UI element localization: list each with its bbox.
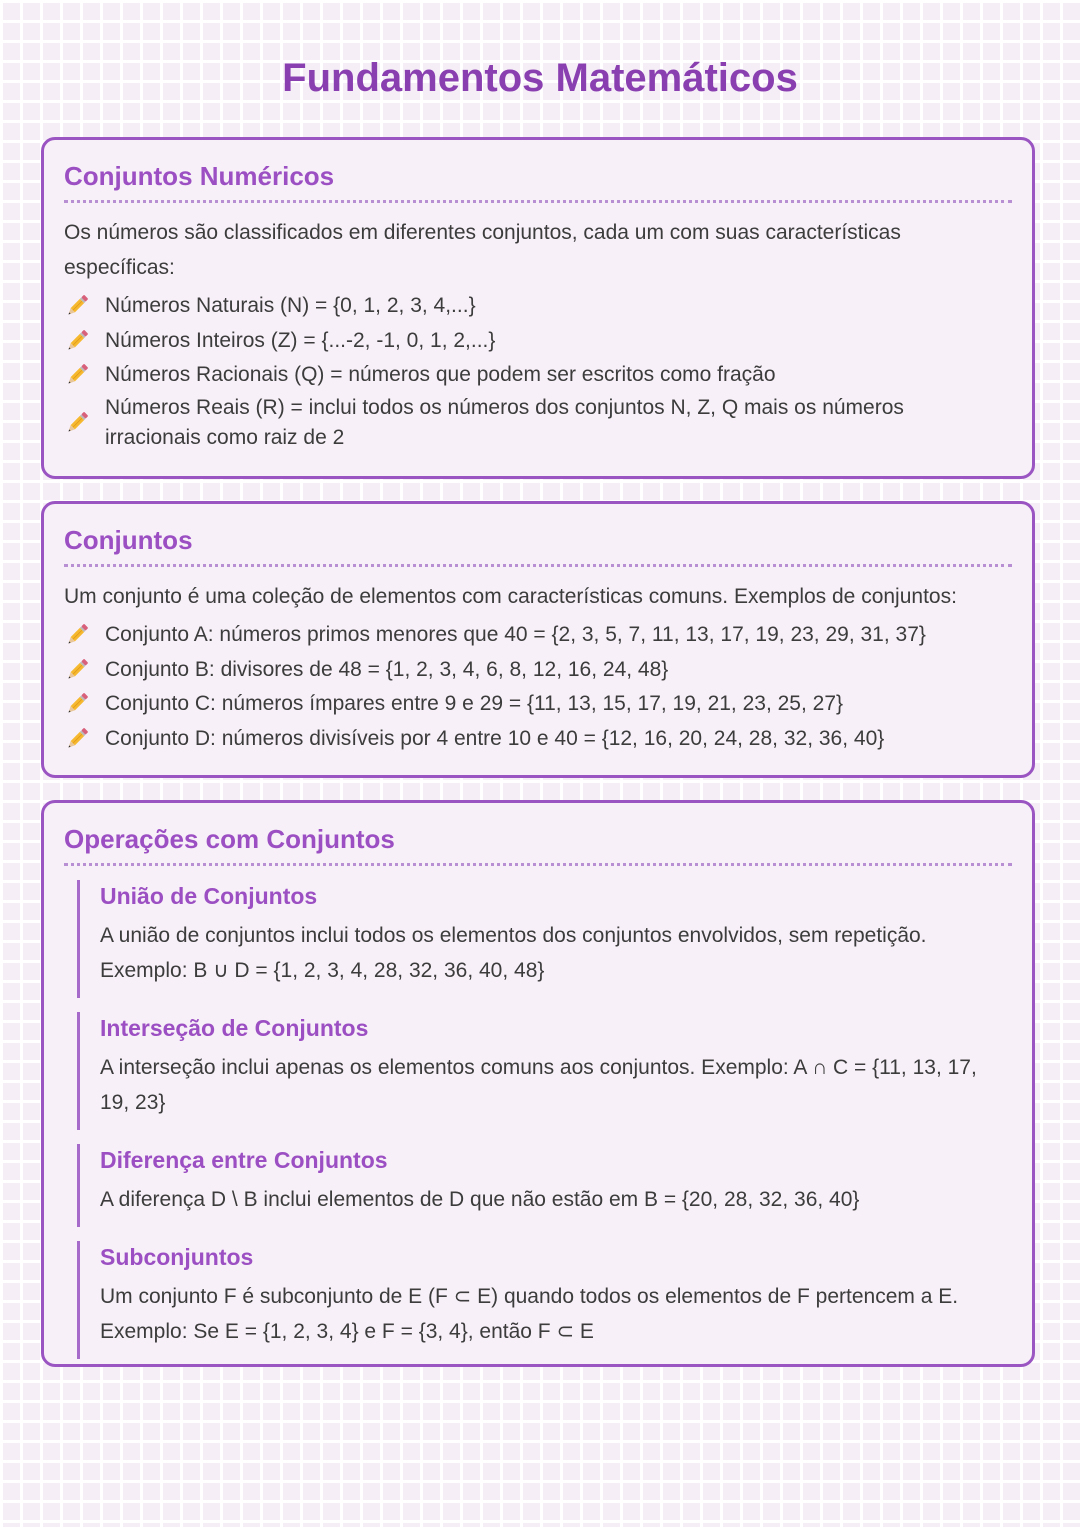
list-item (64, 687, 1012, 722)
list-item-text: Conjunto C: números ímpares entre 9 e 29 = {11, 13, 15, 17, 19, 21, 23, 25, 27} (105, 692, 844, 716)
operation-text: A união de conjuntos inclui todos os elementos dos conjuntos envolvidos, sem repetição. Exemplo: B ∪ D = {1, 2, 3, 4, 28, 32, 36, 40, 48} (100, 924, 927, 982)
sets-list (64, 618, 1012, 756)
pencil-icon (64, 408, 105, 438)
operation-title: União de Conjuntos (100, 883, 318, 909)
list-item (64, 722, 1012, 757)
operation-difference (77, 1144, 1012, 1227)
list-item (64, 618, 1012, 653)
page-title: Fundamentos Matemáticos (282, 56, 798, 100)
pencil-icon (64, 326, 105, 356)
card-sets (41, 501, 1035, 778)
card-title-numeric-sets: Conjuntos Numéricos (64, 158, 1012, 203)
card-intro: Os números são classificados em diferentes conjuntos, cada um com suas características específicas: (64, 221, 901, 279)
list-item-text: Números Naturais (N) = {0, 1, 2, 3, 4,...} (105, 294, 476, 318)
operation-title: Subconjuntos (100, 1244, 254, 1270)
pencil-icon (64, 291, 105, 321)
list-item-text: Conjunto A: números primos menores que 40 = {2, 3, 5, 7, 11, 13, 17, 19, 23, 29, 31, 37} (105, 623, 926, 647)
card-title-set-operations: Operações com Conjuntos (64, 821, 1012, 866)
operation-intersection (77, 1012, 1012, 1130)
pencil-icon (64, 724, 105, 754)
operation-union (77, 880, 1012, 998)
pencil-icon (64, 655, 105, 685)
card-title-sets: Conjuntos (64, 522, 1012, 567)
list-item-text: Conjunto D: números divisíveis por 4 entre 10 e 40 = {12, 16, 20, 24, 28, 32, 36, 40} (105, 726, 885, 750)
pencil-icon (64, 689, 105, 719)
card-set-operations (41, 800, 1035, 1367)
operation-subsets (77, 1241, 1012, 1359)
list-item-text: Números Reais (R) = inclui todos os números dos conjuntos N, Z, Q mais os números irracionais como raiz de 2 (105, 395, 904, 449)
numeric-sets-list (64, 289, 1012, 453)
list-item (64, 653, 1012, 688)
list-item-text: Números Inteiros (Z) = {...-2, -1, 0, 1, 2,...} (105, 328, 496, 352)
list-item-text: Conjunto B: divisores de 48 = {1, 2, 3, 4, 6, 8, 12, 16, 24, 48} (105, 657, 669, 681)
pencil-icon (64, 620, 105, 650)
card-numeric-sets (41, 137, 1035, 479)
operation-text: Um conjunto F é subconjunto de E (F ⊂ E) quando todos os elementos de F pertencem a E. Exemplo: Se E = {1, 2, 3, 4} e F = {3, 4}, então F ⊂ E (100, 1285, 959, 1343)
operation-title: Diferença entre Conjuntos (100, 1147, 388, 1173)
list-item (64, 324, 1012, 359)
operation-text: A diferença D \ B inclui elementos de D que não estão em B = {20, 28, 32, 36, 40} (100, 1188, 860, 1211)
list-item (64, 358, 1012, 393)
list-item (64, 393, 1012, 453)
card-intro: Um conjunto é uma coleção de elementos com características comuns. Exemplos de conjuntos: (64, 585, 957, 608)
list-item (64, 289, 1012, 324)
list-item-text: Números Racionais (Q) = números que podem ser escritos como fração (105, 363, 776, 387)
pencil-icon (64, 360, 105, 390)
operation-text: A interseção inclui apenas os elementos comuns aos conjuntos. Exemplo: A ∩ C = {11, 13, 17, 19, 23} (100, 1056, 977, 1114)
operation-title: Interseção de Conjuntos (100, 1015, 369, 1041)
